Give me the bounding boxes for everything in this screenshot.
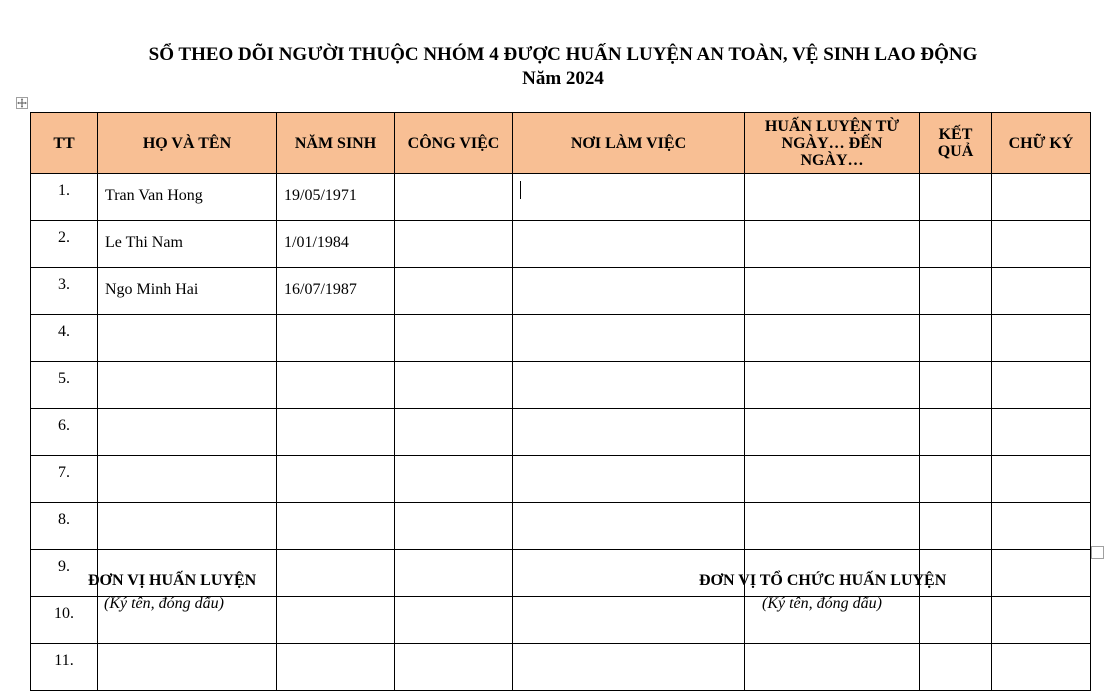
cell-job[interactable]: [395, 550, 513, 597]
table-row: [31, 174, 1091, 221]
cell-job[interactable]: [395, 362, 513, 409]
cell-job[interactable]: [395, 456, 513, 503]
cell-birth-date[interactable]: [277, 597, 395, 644]
organizing-unit-signature-note: (Ký tên, đóng dấu): [762, 595, 882, 612]
cell-tt[interactable]: 11.: [31, 644, 98, 691]
cell-tt[interactable]: 10.: [31, 597, 98, 644]
cell-full-name[interactable]: Ngo Minh Hai: [98, 268, 277, 315]
text-cursor: [520, 181, 521, 199]
cell-training-period[interactable]: [745, 221, 920, 268]
cell-birth-date[interactable]: [277, 550, 395, 597]
cell-tt[interactable]: 4.: [31, 315, 98, 362]
cell-birth-date[interactable]: [277, 456, 395, 503]
cell-job[interactable]: [395, 409, 513, 456]
cell-workplace[interactable]: [513, 221, 745, 268]
cell-tt[interactable]: 3.: [31, 268, 98, 315]
cell-full-name[interactable]: [98, 644, 277, 691]
cell-birth-date[interactable]: 19/05/1971: [277, 174, 395, 221]
column-header-training-period[interactable]: HUẤN LUYỆN TỪ NGÀY… ĐẾN NGÀY…: [745, 113, 920, 174]
cell-job[interactable]: [395, 503, 513, 550]
cell-workplace[interactable]: [513, 597, 745, 644]
table-move-handle-icon[interactable]: [16, 97, 28, 109]
table-row: [31, 268, 1091, 315]
cell-training-period[interactable]: [745, 315, 920, 362]
cell-birth-date[interactable]: 16/07/1987: [277, 268, 395, 315]
table-row: [31, 644, 1091, 691]
column-header-birth-date[interactable]: NĂM SINH: [277, 113, 395, 174]
table-row: [31, 362, 1091, 409]
cell-birth-date[interactable]: 1/01/1984: [277, 221, 395, 268]
cell-full-name[interactable]: [98, 315, 277, 362]
cell-signature[interactable]: [992, 221, 1091, 268]
cell-birth-date[interactable]: [277, 362, 395, 409]
cell-signature[interactable]: [992, 503, 1091, 550]
cell-tt[interactable]: 6.: [31, 409, 98, 456]
cell-result[interactable]: [920, 456, 992, 503]
cell-training-period[interactable]: [745, 503, 920, 550]
cell-full-name[interactable]: Le Thi Nam: [98, 221, 277, 268]
cell-training-period[interactable]: [745, 644, 920, 691]
cell-tt[interactable]: 7.: [31, 456, 98, 503]
cell-result[interactable]: [920, 644, 992, 691]
cell-result[interactable]: [920, 503, 992, 550]
cell-birth-date[interactable]: [277, 315, 395, 362]
training-unit-signature-note: (Ký tên, đóng dấu): [104, 595, 224, 612]
cell-result[interactable]: [920, 268, 992, 315]
cell-result[interactable]: [920, 174, 992, 221]
cell-full-name[interactable]: Tran Van Hong: [98, 174, 277, 221]
cell-tt[interactable]: 1.: [31, 174, 98, 221]
cell-training-period[interactable]: [745, 174, 920, 221]
training-unit-signature-title: ĐƠN VỊ HUẤN LUYỆN: [88, 572, 257, 589]
column-header-signature[interactable]: CHỮ KÝ: [992, 113, 1091, 174]
cell-result[interactable]: [920, 409, 992, 456]
cell-full-name[interactable]: [98, 362, 277, 409]
cell-tt[interactable]: 2.: [31, 221, 98, 268]
table-row: [31, 315, 1091, 362]
table-row: [31, 409, 1091, 456]
column-header-result[interactable]: KẾT QUẢ: [920, 113, 992, 174]
cell-training-period[interactable]: [745, 409, 920, 456]
column-header-tt[interactable]: TT: [31, 113, 98, 174]
table-resize-handle-icon[interactable]: [1091, 546, 1104, 559]
cell-workplace[interactable]: [513, 362, 745, 409]
cell-signature[interactable]: [992, 315, 1091, 362]
cell-job[interactable]: [395, 268, 513, 315]
cell-job[interactable]: [395, 644, 513, 691]
organizing-unit-signature-title: ĐƠN VỊ TỔ CHỨC HUẤN LUYỆN: [699, 572, 947, 589]
cell-result[interactable]: [920, 362, 992, 409]
cell-full-name[interactable]: [98, 456, 277, 503]
cell-training-period[interactable]: [745, 268, 920, 315]
cell-training-period[interactable]: [745, 456, 920, 503]
cell-workplace[interactable]: [513, 644, 745, 691]
cell-birth-date[interactable]: [277, 503, 395, 550]
move-icon: [17, 98, 27, 108]
table-row: [31, 221, 1091, 268]
cell-result[interactable]: [920, 315, 992, 362]
document-subtitle-year: Năm 2024: [522, 68, 604, 89]
cell-workplace[interactable]: [513, 174, 745, 221]
cell-signature[interactable]: [992, 362, 1091, 409]
cell-job[interactable]: [395, 221, 513, 268]
cell-job[interactable]: [395, 315, 513, 362]
cell-training-period[interactable]: [745, 362, 920, 409]
column-header-workplace[interactable]: NƠI LÀM VIỆC: [513, 113, 745, 174]
cell-full-name[interactable]: [98, 503, 277, 550]
cell-birth-date[interactable]: [277, 409, 395, 456]
table-header-row: [31, 113, 1091, 174]
cell-signature[interactable]: [992, 456, 1091, 503]
cell-signature[interactable]: [992, 550, 1091, 597]
cell-job[interactable]: [395, 597, 513, 644]
cell-workplace[interactable]: [513, 409, 745, 456]
cell-signature[interactable]: [992, 644, 1091, 691]
cell-workplace[interactable]: [513, 268, 745, 315]
cell-workplace[interactable]: [513, 503, 745, 550]
cell-result[interactable]: [920, 597, 992, 644]
cell-tt[interactable]: 9.: [31, 550, 98, 597]
cell-signature[interactable]: [992, 597, 1091, 644]
cell-workplace[interactable]: [513, 315, 745, 362]
cell-signature[interactable]: [992, 409, 1091, 456]
cell-job[interactable]: [395, 174, 513, 221]
document-title: SỔ THEO DÕI NGƯỜI THUỘC NHÓM 4 ĐƯỢC HUẤN LUYỆN AN TOÀN, VỆ SINH LAO ĐỘNG: [148, 44, 978, 65]
cell-full-name[interactable]: [98, 409, 277, 456]
table-row: [31, 456, 1091, 503]
cell-tt[interactable]: 5.: [31, 362, 98, 409]
cell-birth-date[interactable]: [277, 644, 395, 691]
cell-workplace[interactable]: [513, 456, 745, 503]
cell-signature[interactable]: [992, 174, 1091, 221]
column-header-job[interactable]: CÔNG VIỆC: [395, 113, 513, 174]
cell-result[interactable]: [920, 221, 992, 268]
table-row: [31, 503, 1091, 550]
column-header-full-name[interactable]: HỌ VÀ TÊN: [98, 113, 277, 174]
cell-signature[interactable]: [992, 268, 1091, 315]
cell-tt[interactable]: 8.: [31, 503, 98, 550]
